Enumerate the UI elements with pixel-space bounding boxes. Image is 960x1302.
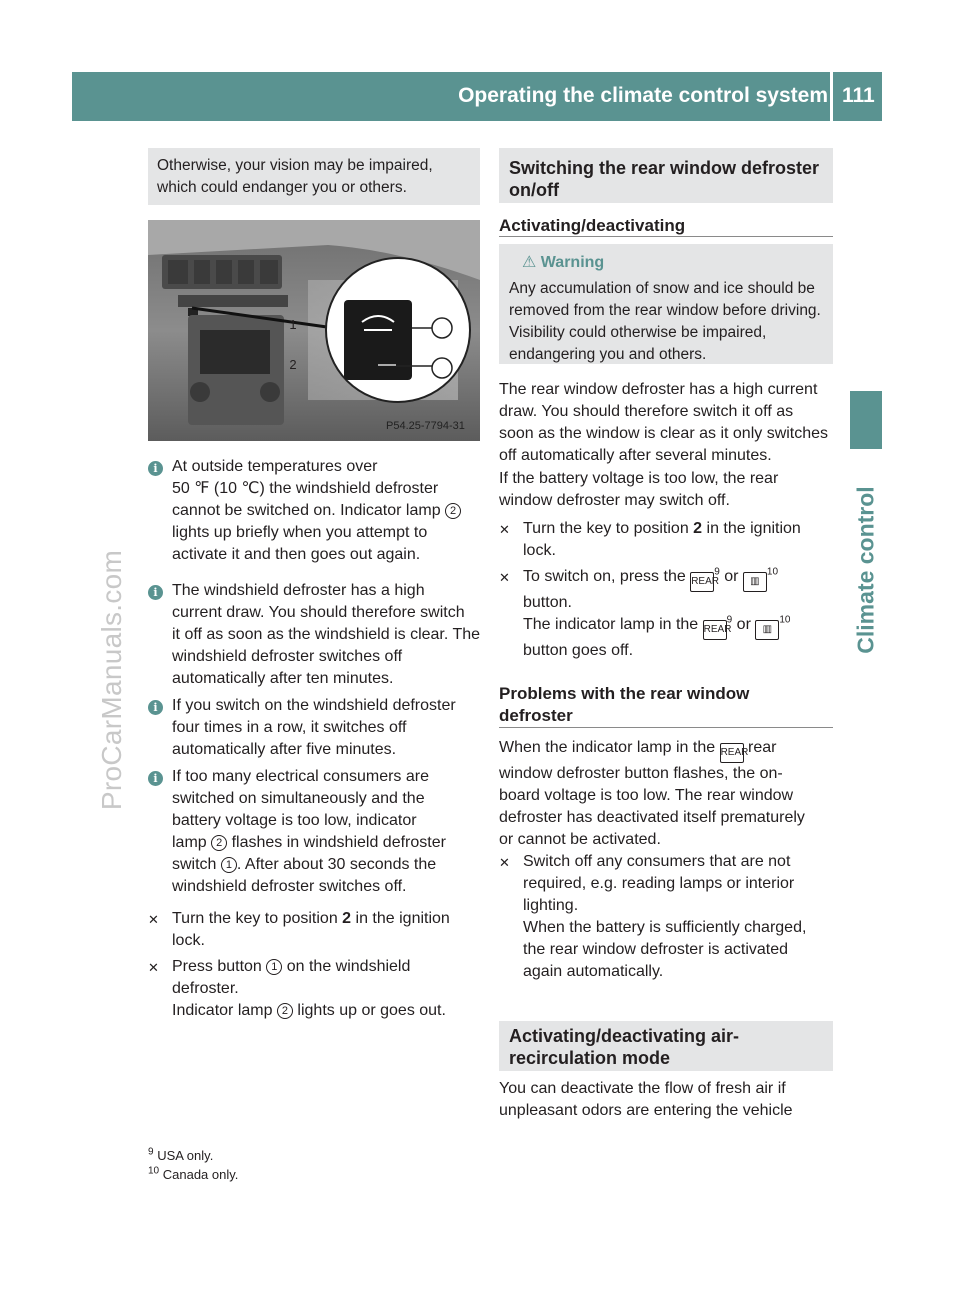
rear-defroster-button-icon: REAR <box>703 620 727 640</box>
subheading-rule <box>499 727 833 728</box>
figure-code: P54.25-7794-31 <box>386 420 465 432</box>
info-note-1: i At outside temperatures over 50 ℉ (10 ℃) the windshield defroster cannot be switched on. Indicator lamp 2 lights up briefly when you attempt to activate it and then goes out again. <box>148 456 461 566</box>
paragraph-current-draw: The rear window defroster has a high current draw. You should therefore switch it off as soon as the window is clear as it only switches off automatically after several minutes. <box>499 381 829 464</box>
dashboard-figure <box>148 220 480 441</box>
info-note-4: i If too many electrical consumers are switched on simultaneously and the battery voltage is too low, indicator lamp 2 flashes in windshield defroster switch 1 . After about 30 seconds the windshield defroster switches off. <box>148 766 446 898</box>
page-header-title: Operating the climate control system <box>458 84 828 107</box>
rear-window-heater-icon: ▥ <box>755 620 779 640</box>
arrow-bullet-icon: ✕ <box>148 960 159 975</box>
paragraph-indicator-flashes: When the indicator lamp in the REAR rear window defroster button flashes, the on- board voltage is too low. The rear window defroster has deactivated itself prematurely or cannot be activated. <box>499 739 805 848</box>
indicator-lamp-ref-2: 2 <box>445 503 461 519</box>
page-number: 111 <box>842 84 875 107</box>
info-icon: i <box>148 771 163 786</box>
step-right-2: ✕ To switch on, press the REAR$^9$ or ▥$^{10}$ button. The indicator lamp in the REAR$^9$ or ▥$^{10}$ button goes off. <box>499 566 791 659</box>
warning-tail-line1: Otherwise, your vision may be impaired, <box>157 157 433 174</box>
side-tab-marker <box>850 391 882 449</box>
arrow-bullet-icon: ✕ <box>148 912 159 927</box>
dashboard-photo <box>148 220 480 441</box>
section-title-rear-defroster: Switching the rear window defroster on/off <box>509 158 820 200</box>
arrow-bullet-icon: ✕ <box>499 522 510 537</box>
step-right-1: ✕ Turn the key to position 2 in the ignition lock. <box>499 520 801 559</box>
footnote-9: $^9$ USA only. <box>148 1146 214 1163</box>
figure-callout-2: 2 <box>289 357 297 372</box>
subheading-rule <box>499 236 833 237</box>
footnote-10: $^{10}$ Canada only. <box>148 1165 239 1182</box>
info-note-3: i If you switch on the windshield defroster four times in a row, it switches off automatically after five minutes. <box>148 695 456 761</box>
watermark: ProCarManuals.com <box>96 549 127 811</box>
figure-callout-1: 1 <box>289 317 297 332</box>
warning-header: ⚠ Warning <box>522 254 605 271</box>
rear-window-heater-icon: ▥ <box>743 572 767 592</box>
header-divider <box>830 72 833 121</box>
warning-triangle-icon: ⚠ <box>522 254 537 271</box>
step-left-1: ✕ Turn the key to position 2 in the ignition lock. <box>148 910 450 949</box>
info-icon: i <box>148 700 163 715</box>
paragraph-fresh-air: You can deactivate the flow of fresh air if unpleasant odors are entering the vehicle <box>499 1080 793 1119</box>
info-icon: i <box>148 461 163 476</box>
step-left-2: ✕ Press button 1 on the windshield defroster. Indicator lamp 2 lights up or goes out. <box>148 958 446 1019</box>
rear-defroster-button-icon: REAR <box>720 743 744 763</box>
subheading-problems: Problems with the rear window defroster <box>499 684 750 725</box>
arrow-bullet-icon: ✕ <box>499 570 510 585</box>
rear-defroster-button-icon: REAR <box>690 572 714 592</box>
info-icon: i <box>148 585 163 600</box>
warning-text: Any accumulation of snow and ice should be removed from the rear window before driving. Visibility could otherwise be impaired, endangering you and others. <box>509 280 821 363</box>
side-tab-label: Climate control <box>852 486 879 654</box>
footnotes <box>148 1146 238 1184</box>
step-right-3: ✕ Switch off any consumers that are not required, e.g. reading lamps or interior lighting. When the battery is sufficiently charged, the rear window defroster is activated again automatically. <box>499 853 807 980</box>
warning-tail-line2: which could endanger you or others. <box>157 179 407 196</box>
subheading-activating: Activating/deactivating <box>499 216 686 235</box>
paragraph-battery-low: If the battery voltage is too low, the rear window defroster may switch off. <box>499 470 779 509</box>
arrow-bullet-icon: ✕ <box>499 855 510 870</box>
info-note-2: i The windshield defroster has a high current draw. You should therefore switch it off as soon as the windshield is clear. The windshield defroster switches off automatically after ten minutes. <box>148 580 480 690</box>
section-title-air-recirculation: Activating/deactivating air- recirculation mode <box>509 1026 740 1068</box>
